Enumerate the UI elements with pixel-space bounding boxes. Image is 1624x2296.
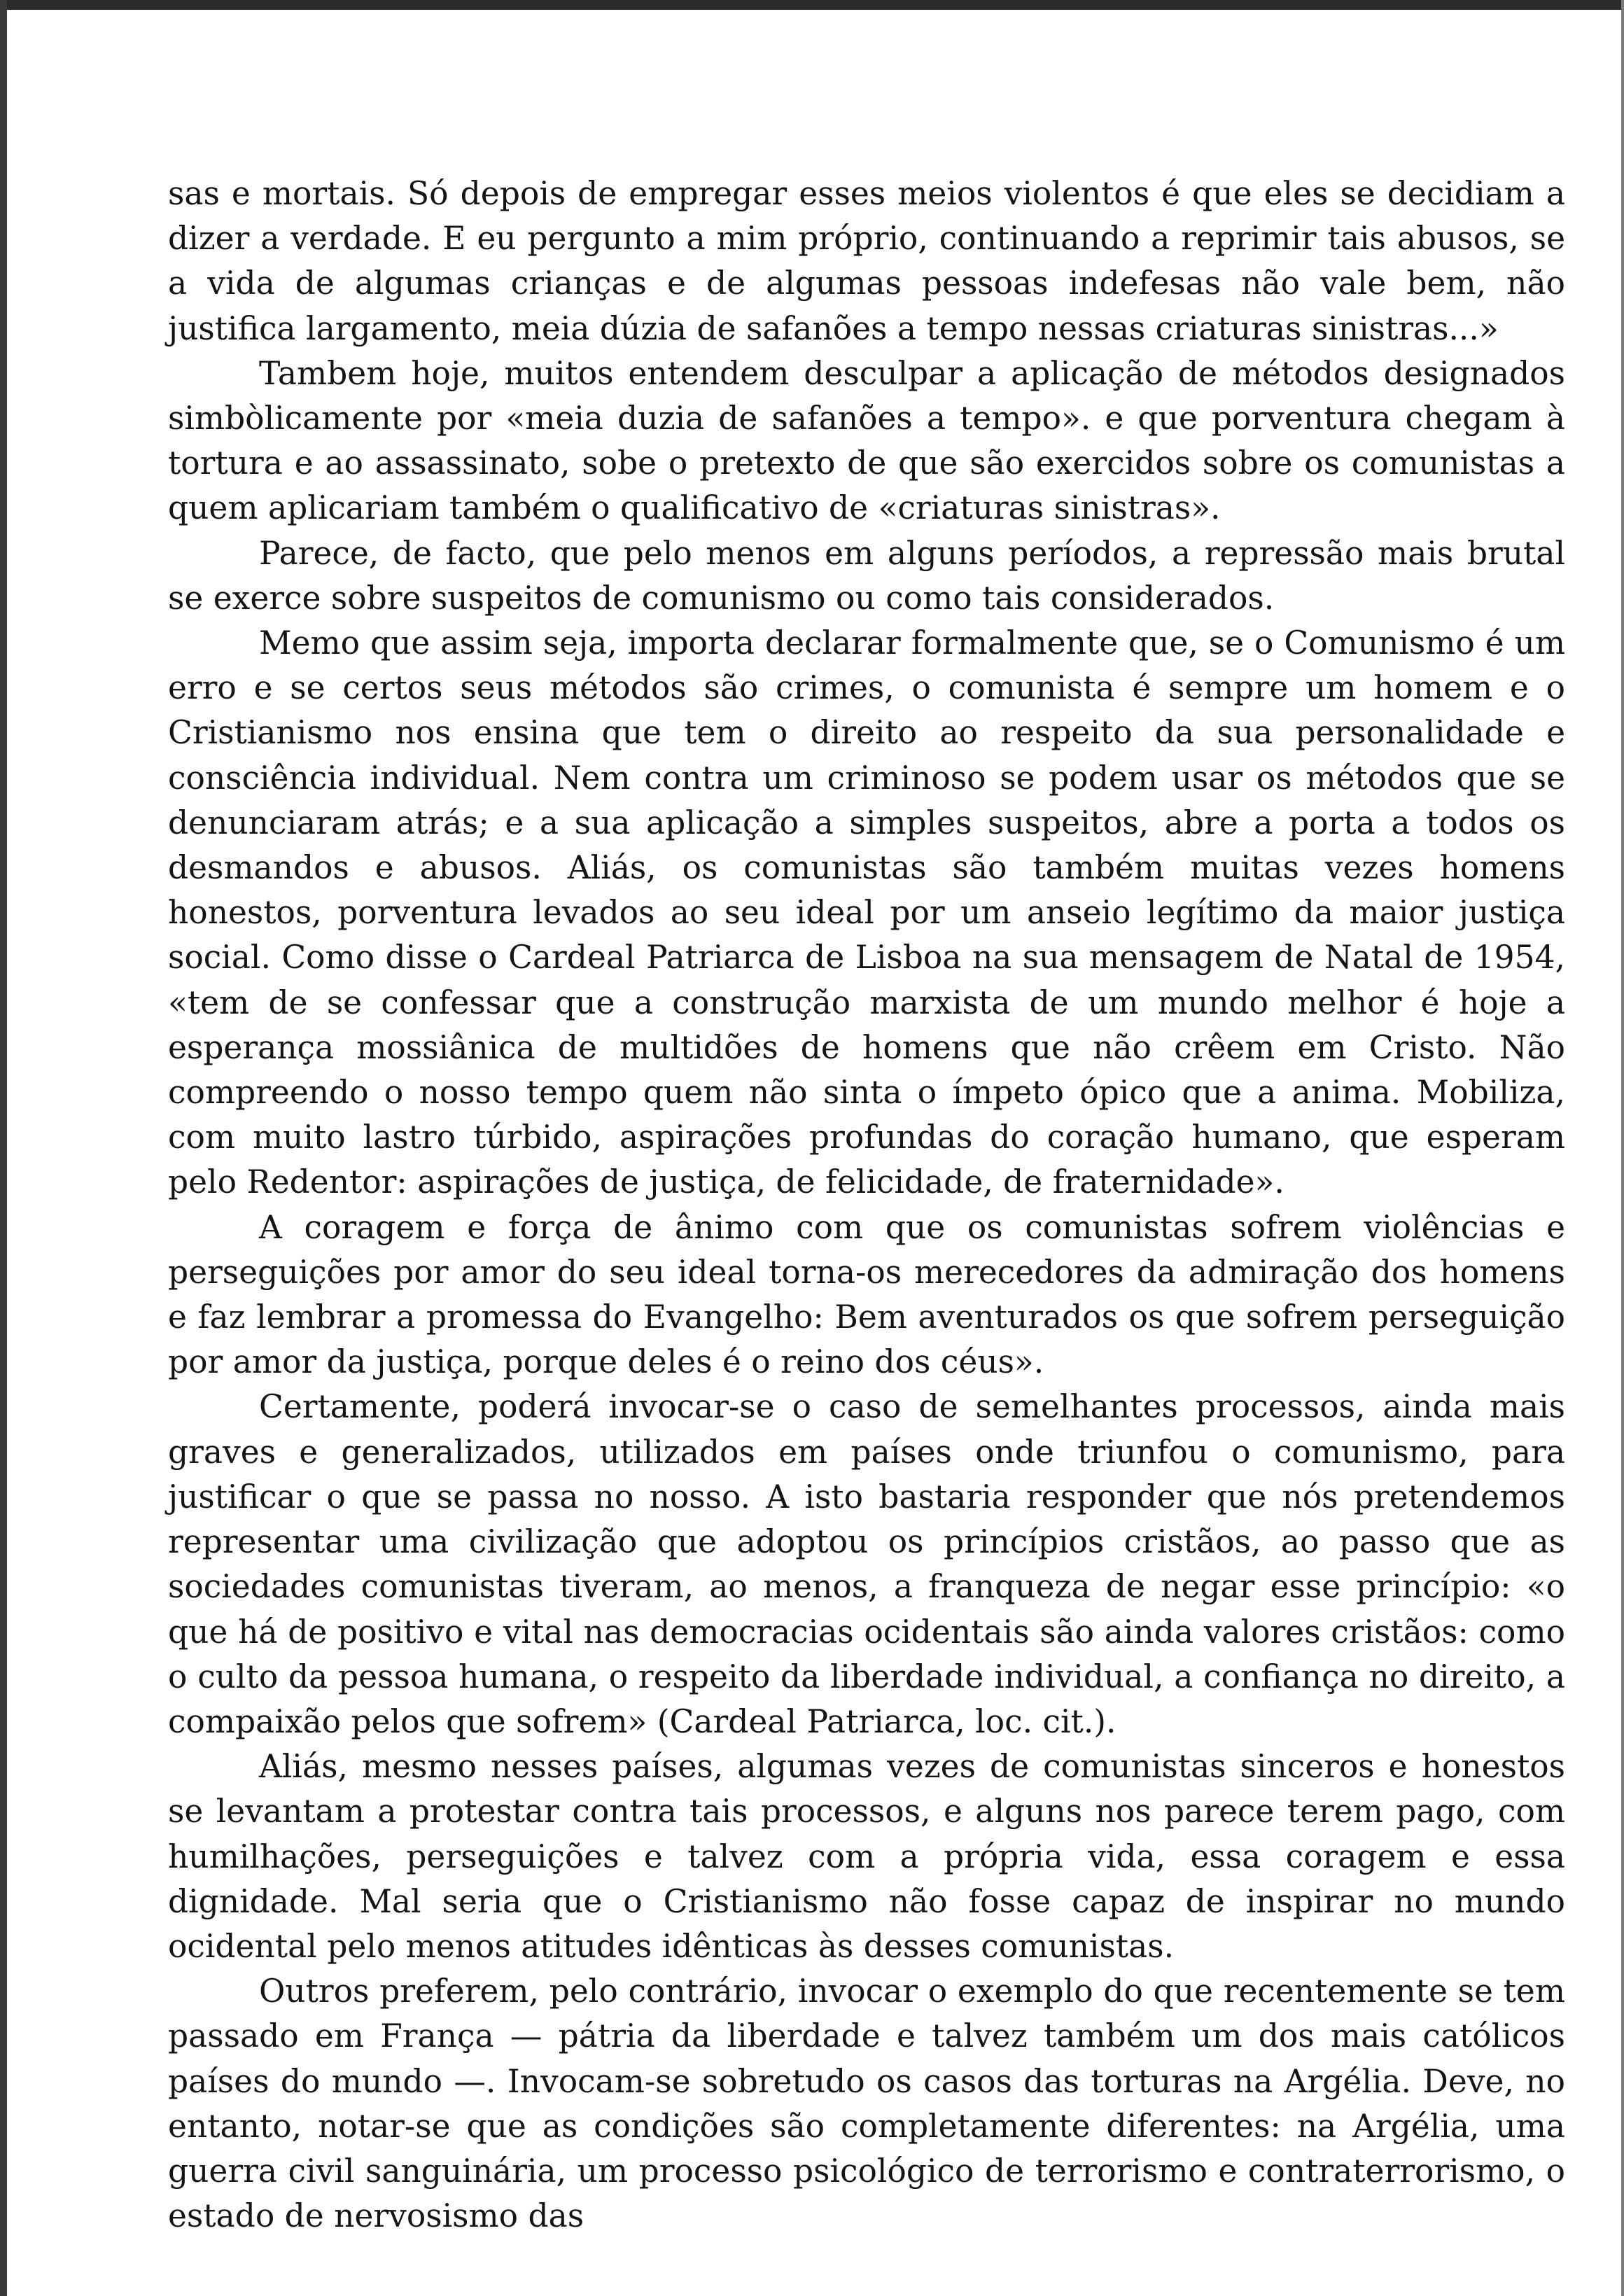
- paragraph-3: Parece, de facto, que pelo menos em alguns períodos, a repressão mais brutal se exerce sobre suspeitos de comunismo ou como tais considerados.: [168, 534, 1565, 617]
- scan-edge-right: [1621, 0, 1624, 2296]
- paragraph-4: Memo que assim seja, importa declarar formalmente que, se o Comunismo é um erro e se certos seus métodos são crimes, o comunista é sempre um homem e o Cristianismo nos ensina que tem o direito ao respeito da sua personalidade e consciência individual. Nem contra um criminoso se podem usar os métodos que se denunciaram atrás; e a sua aplicação a simples suspeitos, abre a porta a todos os desmandos e abusos. Aliás, os comunistas são também muitas vezes homens honestos, porventura levados ao seu ideal por um anseio legítimo da maior justiça social. Como disse o Cardeal Patriarca de Lisboa na sua mensagem de Natal de 1954, «tem de se confessar que a construção marxista de um mundo melhor é hoje a esperança mossiânica de multidões de homens que não crêem em Cristo. Não compreendo o nosso tempo quem não sinta o ímpeto ópico que a anima. Mobiliza, com muito lastro túrbido, aspirações profundas do coração humano, que esperam pelo Redentor: aspirações de justiça, de felicidade, de fraternidade».: [168, 624, 1565, 1201]
- paragraph-8: Outros preferem, pelo contrário, invocar o exemplo do que recentemente se tem passado em França — pátria da liberdade e talvez também um dos mais católicos países do mundo —. Invocam-se sobretudo os casos das torturas na Argélia. Deve, no entanto, notar-se que as condições são completamente diferentes: na Argélia, uma guerra civil sanguinária, um processo psicológico de terrorismo e contraterrorismo, o estado de nervosismo das: [168, 1973, 1565, 2235]
- scan-edge-left: [0, 0, 7, 2296]
- paragraph-1: sas e mortais. Só depois de empregar esses meios violentos é que eles se decidiam a dizer a verdade. E eu pergunto a mim próprio, continuando a reprimir tais abusos, se a vida de algumas crianças e de algumas pessoas indefesas não vale bem, não justifica largamento, meia dúzia de safanões a tempo nessas criaturas sinistras...»: [168, 175, 1565, 347]
- paragraph-5: A coragem e força de ânimo com que os comunistas sofrem violências e perseguições por amor do seu ideal torna-os merecedores da admiração dos homens e faz lembrar a promessa do Evangelho: Bem aventurados os que sofrem perseguição por amor da justiça, porque deles é o reino dos céus».: [168, 1208, 1565, 1381]
- body-text: [168, 172, 1565, 2239]
- paragraph-7: Aliás, mesmo nesses países, algumas vezes de comunistas sinceros e honestos se levantam a protestar contra tais processos, e alguns nos parece terem pago, com humilhações, perseguições e talvez com a própria vida, essa coragem e essa dignidade. Mal seria que o Cristianismo não fosse capaz de inspirar no mundo ocidental pelo menos atitudes idênticas às desses comunistas.: [168, 1748, 1565, 1965]
- scan-edge-top: [0, 0, 1624, 10]
- paragraph-2: Tambem hoje, muitos entendem desculpar a aplicação de métodos designados simbòlicamente por «meia duzia de safanões a tempo». e que porventura chegam à tortura e ao assassinato, sobe o pretexto de que são exercidos sobre os comunistas a quem aplicariam também o qualificativo de «criaturas sinistras».: [168, 354, 1565, 527]
- paragraph-6: Certamente, poderá invocar-se o caso de semelhantes processos, ainda mais graves e generalizados, utilizados em países onde triunfou o comunismo, para justificar o que se passa no nosso. A isto bastaria responder que nós pretendemos representar uma civilização que adoptou os princípios cristãos, ao passo que as sociedades comunistas tiveram, ao menos, a franqueza de negar esse princípio: «o que há de positivo e vital nas democracias ocidentais são ainda valores cristãos: como o culto da pessoa humana, o respeito da liberdade individual, a confiança no direito, a compaixão pelos que sofrem» (Cardeal Patriarca, loc. cit.).: [168, 1388, 1565, 1740]
